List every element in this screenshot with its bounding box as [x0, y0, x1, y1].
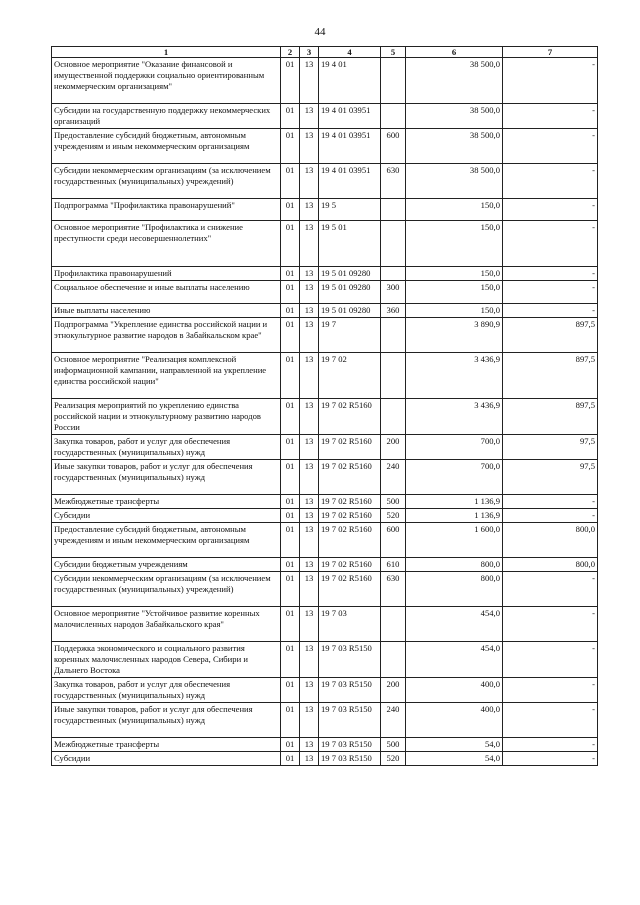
section-code: 01 [281, 129, 300, 164]
amount-col7: - [503, 703, 598, 738]
row-name: Закупка товаров, работ и услуг для обеспечения государственных (муниципальных) нужд [52, 678, 281, 703]
expense-type-code: 200 [381, 435, 406, 460]
target-article-code: 19 7 03 [319, 607, 381, 642]
expense-type-code: 520 [381, 509, 406, 523]
amount-col7: 97,5 [503, 460, 598, 495]
subsection-code: 13 [300, 199, 319, 221]
page-number: 44 [314, 26, 326, 38]
subsection-code: 13 [300, 129, 319, 164]
expense-type-code: 630 [381, 164, 406, 199]
target-article-code: 19 7 02 R5160 [319, 399, 381, 435]
row-name: Иные закупки товаров, работ и услуг для обеспечения государственных (муниципальных) нужд [52, 703, 281, 738]
expense-type-code [381, 267, 406, 281]
table-row [52, 509, 598, 523]
target-article-code: 19 4 01 [319, 58, 381, 104]
section-code: 01 [281, 164, 300, 199]
amount-col7: - [503, 199, 598, 221]
table-row [52, 221, 598, 267]
amount-col7: - [503, 304, 598, 318]
amount-col6: 400,0 [406, 678, 503, 703]
subsection-code: 13 [300, 353, 319, 399]
column-header-6: 6 [406, 47, 503, 58]
row-name: Предоставление субсидий бюджетным, автономным учреждениям и иным некоммерческим организациям [52, 129, 281, 164]
target-article-code: 19 5 [319, 199, 381, 221]
amount-col6: 150,0 [406, 281, 503, 304]
amount-col7: - [503, 509, 598, 523]
subsection-code: 13 [300, 267, 319, 281]
expense-type-code [381, 221, 406, 267]
row-name: Иные выплаты населению [52, 304, 281, 318]
subsection-code: 13 [300, 399, 319, 435]
amount-col6: 38 500,0 [406, 164, 503, 199]
subsection-code: 13 [300, 435, 319, 460]
amount-col7: - [503, 281, 598, 304]
target-article-code: 19 5 01 [319, 221, 381, 267]
table-row [52, 435, 598, 460]
amount-col6: 150,0 [406, 221, 503, 267]
target-article-code: 19 7 03 R5150 [319, 752, 381, 766]
table-row [52, 460, 598, 495]
target-article-code: 19 5 01 09280 [319, 281, 381, 304]
subsection-code: 13 [300, 523, 319, 558]
subsection-code: 13 [300, 738, 319, 752]
expense-type-code [381, 104, 406, 129]
row-name: Субсидии [52, 509, 281, 523]
amount-col6: 38 500,0 [406, 129, 503, 164]
amount-col7: - [503, 221, 598, 267]
section-code: 01 [281, 318, 300, 353]
section-code: 01 [281, 353, 300, 399]
expense-type-code [381, 199, 406, 221]
subsection-code: 13 [300, 678, 319, 703]
expense-type-code: 500 [381, 738, 406, 752]
row-name: Поддержка экономического и социального развития коренных малочисленных народов Севера, Сибири и Дальнего Востока [52, 642, 281, 678]
expense-type-code: 240 [381, 703, 406, 738]
row-name: Основное мероприятие "Устойчивое развитие коренных малочисленных народов Забайкальского края" [52, 607, 281, 642]
subsection-code: 13 [300, 104, 319, 129]
amount-col6: 38 500,0 [406, 58, 503, 104]
row-name: Субсидии [52, 752, 281, 766]
table-row [52, 399, 598, 435]
row-name: Иные закупки товаров, работ и услуг для обеспечения государственных (муниципальных) нужд [52, 460, 281, 495]
table-row [52, 199, 598, 221]
expense-type-code: 500 [381, 495, 406, 509]
amount-col7: - [503, 58, 598, 104]
amount-col6: 700,0 [406, 460, 503, 495]
amount-col7: 897,5 [503, 353, 598, 399]
subsection-code: 13 [300, 703, 319, 738]
expense-type-code [381, 318, 406, 353]
amount-col7: - [503, 267, 598, 281]
row-name: Субсидии некоммерческим организациям (за исключением государственных (муниципальных) учреждений) [52, 164, 281, 199]
target-article-code: 19 7 02 R5160 [319, 558, 381, 572]
table-row [52, 703, 598, 738]
table-row [52, 164, 598, 199]
subsection-code: 13 [300, 221, 319, 267]
amount-col7: - [503, 104, 598, 129]
target-article-code: 19 7 03 R5150 [319, 703, 381, 738]
budget-table [51, 46, 598, 766]
target-article-code: 19 4 01 03951 [319, 104, 381, 129]
table-row [52, 738, 598, 752]
amount-col7: - [503, 607, 598, 642]
row-name: Основное мероприятие "Профилактика и снижение преступности среди несовершеннолетних" [52, 221, 281, 267]
target-article-code: 19 7 03 R5150 [319, 678, 381, 703]
row-name: Предоставление субсидий бюджетным, автономным учреждениям и иным некоммерческим организациям [52, 523, 281, 558]
target-article-code: 19 5 01 09280 [319, 304, 381, 318]
amount-col7: - [503, 752, 598, 766]
subsection-code: 13 [300, 607, 319, 642]
subsection-code: 13 [300, 752, 319, 766]
table-row [52, 495, 598, 509]
table-row [52, 752, 598, 766]
row-name: Межбюджетные трансферты [52, 738, 281, 752]
table-row [52, 304, 598, 318]
amount-col7: 897,5 [503, 318, 598, 353]
table-row [52, 104, 598, 129]
target-article-code: 19 7 02 R5160 [319, 509, 381, 523]
section-code: 01 [281, 678, 300, 703]
target-article-code: 19 4 01 03951 [319, 164, 381, 199]
row-name: Субсидии бюджетным учреждениям [52, 558, 281, 572]
amount-col7: 97,5 [503, 435, 598, 460]
target-article-code: 19 4 01 03951 [319, 129, 381, 164]
subsection-code: 13 [300, 572, 319, 607]
row-name: Субсидии на государственную поддержку некоммерческих организаций [52, 104, 281, 129]
amount-col6: 38 500,0 [406, 104, 503, 129]
section-code: 01 [281, 435, 300, 460]
section-code: 01 [281, 281, 300, 304]
table-row [52, 353, 598, 399]
amount-col6: 3 436,9 [406, 399, 503, 435]
row-name: Подпрограмма "Укрепление единства российской нации и этнокультурное развитие народов в Забайкальском крае" [52, 318, 281, 353]
section-code: 01 [281, 558, 300, 572]
column-header-5: 5 [381, 47, 406, 58]
table-row [52, 523, 598, 558]
column-header-2: 2 [281, 47, 300, 58]
amount-col6: 54,0 [406, 738, 503, 752]
section-code: 01 [281, 304, 300, 318]
section-code: 01 [281, 607, 300, 642]
amount-col6: 3 436,9 [406, 353, 503, 399]
expense-type-code [381, 642, 406, 678]
expense-type-code: 520 [381, 752, 406, 766]
section-code: 01 [281, 509, 300, 523]
table-row [52, 607, 598, 642]
row-name: Закупка товаров, работ и услуг для обеспечения государственных (муниципальных) нужд [52, 435, 281, 460]
section-code: 01 [281, 460, 300, 495]
row-name: Основное мероприятие "Реализация комплексной информационной кампании, направленной на укрепление единства российской нации" [52, 353, 281, 399]
subsection-code: 13 [300, 460, 319, 495]
row-name: Основное мероприятие "Оказание финансовой и имущественной поддержки социально ориентированным некоммерческим организациям" [52, 58, 281, 104]
table-row [52, 129, 598, 164]
table-row [52, 572, 598, 607]
amount-col7: - [503, 164, 598, 199]
column-header-7: 7 [503, 47, 598, 58]
amount-col6: 454,0 [406, 607, 503, 642]
amount-col6: 454,0 [406, 642, 503, 678]
amount-col6: 150,0 [406, 267, 503, 281]
amount-col7: - [503, 572, 598, 607]
amount-col7: - [503, 129, 598, 164]
amount-col6: 54,0 [406, 752, 503, 766]
subsection-code: 13 [300, 495, 319, 509]
table-body [52, 58, 598, 766]
amount-col6: 400,0 [406, 703, 503, 738]
expense-type-code [381, 58, 406, 104]
table-row [52, 558, 598, 572]
target-article-code: 19 7 02 R5160 [319, 460, 381, 495]
expense-type-code: 600 [381, 523, 406, 558]
target-article-code: 19 7 02 R5160 [319, 435, 381, 460]
amount-col6: 3 890,9 [406, 318, 503, 353]
expense-type-code [381, 399, 406, 435]
table-row [52, 642, 598, 678]
amount-col6: 800,0 [406, 572, 503, 607]
table-row [52, 318, 598, 353]
row-name: Подпрограмма "Профилактика правонарушений" [52, 199, 281, 221]
section-code: 01 [281, 703, 300, 738]
row-name: Межбюджетные трансферты [52, 495, 281, 509]
section-code: 01 [281, 58, 300, 104]
section-code: 01 [281, 642, 300, 678]
amount-col6: 150,0 [406, 304, 503, 318]
target-article-code: 19 7 02 R5160 [319, 495, 381, 509]
row-name: Реализация мероприятий по укреплению единства российской нации и этнокультурному развитию народов России [52, 399, 281, 435]
amount-col7: 800,0 [503, 558, 598, 572]
section-code: 01 [281, 199, 300, 221]
amount-col6: 700,0 [406, 435, 503, 460]
subsection-code: 13 [300, 318, 319, 353]
expense-type-code [381, 607, 406, 642]
subsection-code: 13 [300, 281, 319, 304]
target-article-code: 19 7 02 R5160 [319, 523, 381, 558]
amount-col7: - [503, 738, 598, 752]
amount-col6: 150,0 [406, 199, 503, 221]
expense-type-code: 240 [381, 460, 406, 495]
row-name: Субсидии некоммерческим организациям (за исключением государственных (муниципальных) учреждений) [52, 572, 281, 607]
table-row [52, 678, 598, 703]
amount-col6: 1 136,9 [406, 509, 503, 523]
subsection-code: 13 [300, 304, 319, 318]
table-row [52, 58, 598, 104]
amount-col7: - [503, 642, 598, 678]
header-row [52, 47, 598, 58]
table-row [52, 267, 598, 281]
expense-type-code [381, 353, 406, 399]
expense-type-code: 630 [381, 572, 406, 607]
column-header-4: 4 [319, 47, 381, 58]
subsection-code: 13 [300, 58, 319, 104]
amount-col6: 800,0 [406, 558, 503, 572]
subsection-code: 13 [300, 164, 319, 199]
target-article-code: 19 7 03 R5150 [319, 642, 381, 678]
subsection-code: 13 [300, 558, 319, 572]
target-article-code: 19 7 02 R5160 [319, 572, 381, 607]
target-article-code: 19 7 03 R5150 [319, 738, 381, 752]
section-code: 01 [281, 523, 300, 558]
amount-col7: - [503, 495, 598, 509]
amount-col7: - [503, 678, 598, 703]
amount-col6: 1 600,0 [406, 523, 503, 558]
row-name: Профилактика правонарушений [52, 267, 281, 281]
section-code: 01 [281, 104, 300, 129]
subsection-code: 13 [300, 642, 319, 678]
column-header-1: 1 [52, 47, 281, 58]
expense-type-code: 200 [381, 678, 406, 703]
target-article-code: 19 5 01 09280 [319, 267, 381, 281]
expense-type-code: 610 [381, 558, 406, 572]
amount-col6: 1 136,9 [406, 495, 503, 509]
target-article-code: 19 7 02 [319, 353, 381, 399]
section-code: 01 [281, 399, 300, 435]
column-header-3: 3 [300, 47, 319, 58]
amount-col7: 800,0 [503, 523, 598, 558]
section-code: 01 [281, 495, 300, 509]
row-name: Социальное обеспечение и иные выплаты населению [52, 281, 281, 304]
section-code: 01 [281, 221, 300, 267]
table-row [52, 281, 598, 304]
section-code: 01 [281, 572, 300, 607]
expense-type-code: 600 [381, 129, 406, 164]
section-code: 01 [281, 752, 300, 766]
section-code: 01 [281, 738, 300, 752]
target-article-code: 19 7 [319, 318, 381, 353]
expense-type-code: 360 [381, 304, 406, 318]
expense-type-code: 300 [381, 281, 406, 304]
subsection-code: 13 [300, 509, 319, 523]
section-code: 01 [281, 267, 300, 281]
amount-col7: 897,5 [503, 399, 598, 435]
